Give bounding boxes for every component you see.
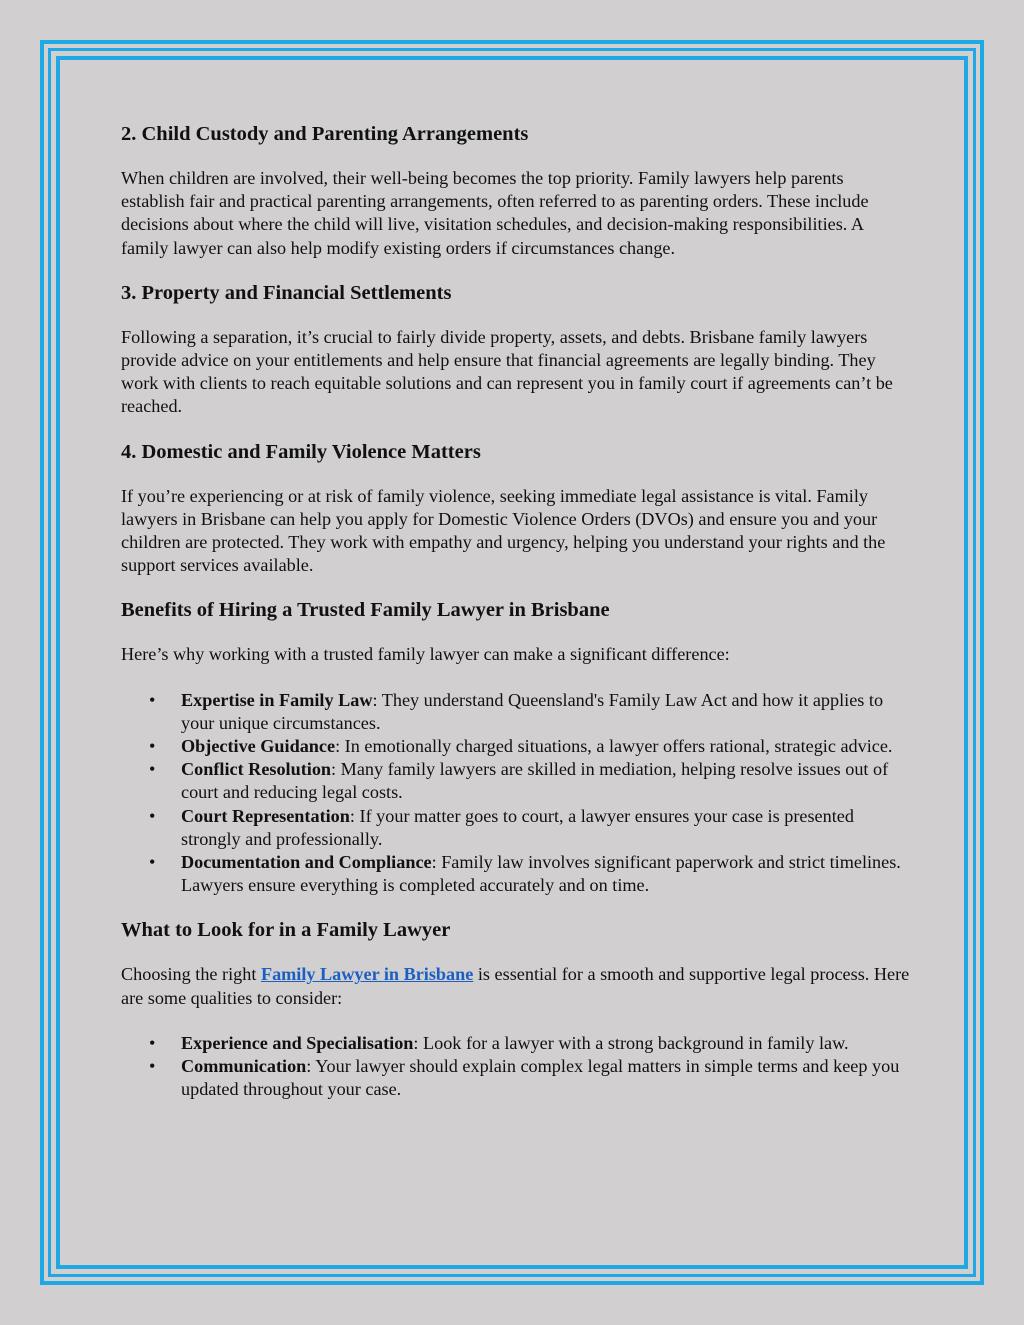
section-body-domestic-violence: If you’re experiencing or at risk of family violence, seeking immediate legal assistance is vital. Family lawyers in Brisbane can help you apply for Domestic Violence Orders (DVOs) and ensure you and your children are protected. They work with empathy and urgency, helping you understand your rights and the support services available. [121, 485, 886, 576]
list-item-term: Documentation and Compliance [181, 852, 432, 873]
list-item-desc: : Family law involves significant paperwork and strict timelines. Lawyers ensure everything is completed accurately and on time. [181, 852, 901, 896]
look-for-intro [121, 963, 911, 1009]
list-item-desc: : Many family lawyers are skilled in mediation, helping resolve issues out of court and reducing legal costs. [181, 759, 889, 803]
list-item-term: Communication [181, 1056, 307, 1077]
list-item-desc: : They understand Queensland's Family Law Act and how it applies to your unique circumstances. [181, 689, 884, 733]
section-heading-domestic-violence: 4. Domestic and Family Violence Matters [121, 440, 481, 463]
bullet-icon: • [149, 1056, 156, 1077]
bullet-icon: • [149, 805, 156, 826]
bullet-icon: • [149, 759, 156, 780]
family-lawyer-brisbane-link[interactable]: Family Lawyer in Brisbane [260, 964, 474, 985]
list-item [121, 1032, 911, 1055]
list-item [121, 689, 911, 735]
bullet-icon: • [149, 852, 156, 873]
list-item-desc: : Look for a lawyer with a strong background in family law. [413, 1032, 849, 1053]
look-for-intro-after: is essential for a smooth and supportive legal process. Here are some qualities to consider: [121, 964, 910, 1008]
look-for-heading: What to Look for in a Family Lawyer [121, 919, 451, 942]
list-item-term: Experience and Specialisation [181, 1032, 414, 1053]
list-item-desc: : In emotionally charged situations, a lawyer offers rational, strategic advice. [335, 736, 893, 757]
list-item-desc: : Your lawyer should explain complex legal matters in simple terms and keep you updated throughout your case. [181, 1056, 900, 1100]
benefits-list [121, 689, 911, 898]
list-item-term: Objective Guidance [181, 736, 336, 757]
list-item-desc: : If your matter goes to court, a lawyer ensures your case is presented strongly and professionally. [181, 805, 854, 849]
section-body-child-custody: When children are involved, their well-being becomes the top priority. Family lawyers help parents establish fair and practical parenting arrangements, often referred to as parenting orders. These include decisions about where the child will live, visitation schedules, and decision-making responsibilities. A family lawyer can also help modify existing orders if circumstances change. [121, 168, 869, 258]
list-item [121, 851, 911, 897]
bullet-icon: • [149, 1032, 156, 1053]
bullet-icon: • [149, 736, 156, 757]
benefits-heading: Benefits of Hiring a Trusted Family Lawyer in Brisbane [121, 599, 610, 622]
list-item-term: Conflict Resolution [181, 759, 332, 780]
section-heading-child-custody: 2. Child Custody and Parenting Arrangements [121, 123, 529, 145]
list-item [121, 1055, 911, 1101]
qualities-list [121, 1032, 911, 1102]
section-body-property: Following a separation, it’s crucial to fairly divide property, assets, and debts. Brisbane family lawyers provide advice on your entitlements and help ensure that financial agreements are legally binding. They work with clients to reach equitable solutions and can represent you in family court if agreements can’t be reached. [121, 326, 893, 417]
document-content [121, 118, 911, 1101]
list-item [121, 805, 911, 851]
section-heading-property: 3. Property and Financial Settlements [121, 281, 452, 304]
list-item-term: Court Representation [181, 805, 350, 826]
list-item-term: Expertise in Family Law [181, 689, 373, 710]
list-item [121, 758, 911, 804]
bullet-icon: • [149, 689, 156, 710]
list-item [121, 735, 911, 758]
look-for-intro-before: Choosing the right [121, 964, 261, 985]
benefits-intro: Here’s why working with a trusted family lawyer can make a significant difference: [121, 644, 730, 665]
